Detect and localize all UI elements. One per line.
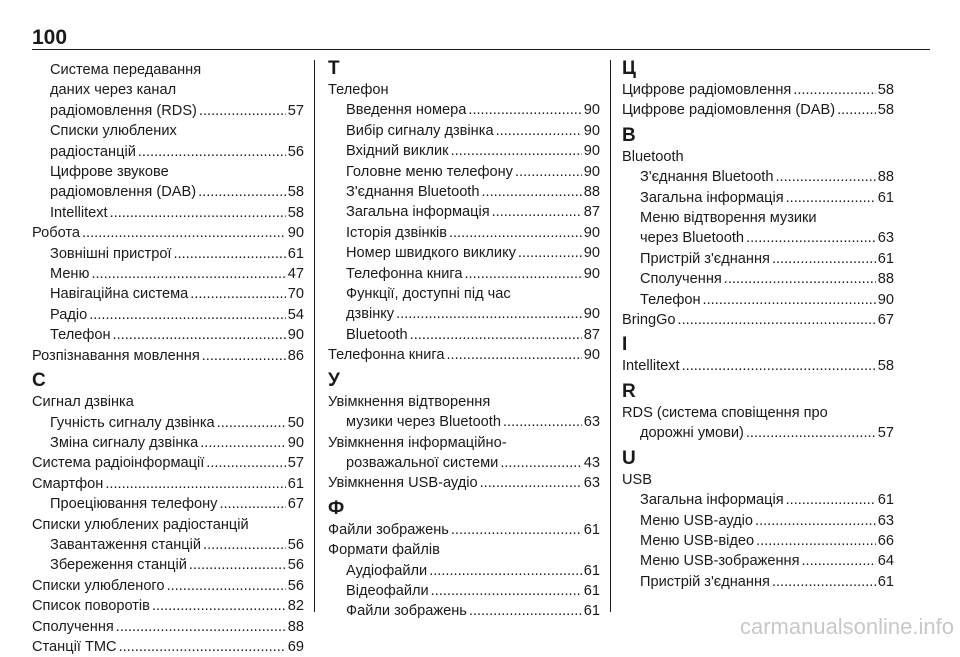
index-term: RDS (система сповіщення про — [622, 404, 828, 421]
index-entry — [32, 305, 304, 325]
dot-leader — [431, 581, 582, 601]
index-term: Списки улюблених — [50, 123, 177, 140]
index-entry — [328, 412, 600, 432]
dot-leader — [492, 202, 582, 222]
index-term: Система передавання — [50, 62, 202, 78]
index-entry — [622, 572, 894, 592]
index-entry-page: 90 — [287, 327, 304, 344]
index-entry-label: Смартфон — [32, 475, 104, 492]
index-entry-page: 67 — [287, 496, 304, 513]
index-entry-label: Меню USB-зображення — [640, 553, 800, 570]
index-entry-label: Навігаційна система — [50, 286, 189, 303]
index-entry — [32, 244, 304, 264]
index-entry-page: 90 — [583, 306, 600, 323]
index-entry-label: Списки улюбленого — [32, 577, 165, 594]
index-entry-page: 90 — [583, 122, 600, 139]
dot-leader — [500, 453, 581, 473]
index-entry-label: Завантаження станцій — [50, 536, 202, 553]
index-entry-label: Зміна сигналу дзвінка — [50, 434, 199, 451]
index-entry-label: радіомовлення (RDS) — [50, 102, 197, 119]
index-entry — [32, 576, 304, 596]
index-entry-page: 67 — [877, 312, 894, 329]
index-entry-page: 61 — [583, 582, 600, 599]
index-entry-label: Загальна інформація — [346, 204, 490, 221]
index-entry-page: 88 — [287, 618, 304, 635]
index-entry-page: 61 — [583, 521, 600, 538]
dot-leader — [396, 304, 582, 324]
index-entry-page: 90 — [583, 265, 600, 282]
index-entry — [32, 284, 304, 304]
index-entry-label: Загальна інформація — [640, 189, 784, 206]
index-entry-label: Bluetooth — [346, 326, 408, 343]
index-entry-page: 86 — [287, 347, 304, 364]
index-entry — [32, 325, 304, 345]
dot-leader — [786, 188, 876, 208]
index-entry-label: Робота — [32, 225, 80, 242]
dot-leader — [167, 576, 286, 596]
dot-leader — [802, 551, 876, 571]
dot-leader — [682, 356, 876, 376]
index-entry-label: Меню USB-відео — [640, 532, 755, 549]
index-entry — [622, 167, 894, 187]
dot-leader — [429, 561, 582, 581]
index-entry — [622, 290, 894, 310]
index-entry-page: 61 — [583, 562, 600, 579]
index-term: USB — [622, 471, 653, 488]
index-entry-page: 57 — [287, 455, 304, 472]
index-entry-page: 58 — [287, 184, 304, 201]
column-divider — [610, 60, 611, 612]
dot-leader — [772, 572, 876, 592]
index-entry — [622, 531, 894, 551]
index-entry-label: Цифрове радіомовлення (DAB) — [622, 102, 836, 119]
index-entry-page: 43 — [583, 454, 600, 471]
index-entry-label: Телефон — [50, 327, 111, 344]
index-entry — [328, 100, 600, 120]
index-entry-label: З'єднання Bluetooth — [346, 184, 480, 201]
dot-leader — [724, 269, 876, 289]
index-entry — [622, 356, 894, 376]
dot-leader — [202, 346, 286, 366]
index-term: Телефон — [328, 82, 389, 98]
dot-leader — [465, 264, 582, 284]
dot-leader — [786, 490, 876, 510]
index-entry-label: Файли зображень — [328, 521, 449, 538]
index-entry — [622, 100, 894, 120]
index-entry — [32, 637, 304, 657]
index-entry-label: Головне меню телефону — [346, 163, 513, 180]
index-entry — [32, 101, 304, 121]
index-entry-page: 50 — [287, 414, 304, 431]
index-entry-page: 61 — [877, 189, 894, 206]
index-entry-page: 63 — [583, 414, 600, 431]
index-term: Формати файлів — [328, 542, 440, 559]
index-entry — [622, 80, 894, 100]
index-entry-label: Увімкнення USB-аудіо — [328, 475, 478, 492]
index-entry-label: Телефонна книга — [328, 347, 445, 364]
index-entry-page: 88 — [877, 271, 894, 288]
index-entry-label: Пристрій з'єднання — [640, 573, 770, 590]
index-entry-page: 90 — [583, 245, 600, 262]
index-entry — [328, 202, 600, 222]
index-entry-label: музики через Bluetooth — [346, 414, 501, 431]
dot-leader — [199, 101, 286, 121]
dot-leader — [480, 473, 582, 493]
index-entry-label: Список поворотів — [32, 598, 150, 615]
index-entry — [622, 490, 894, 510]
index-entry — [32, 223, 304, 243]
index-entry-page: 56 — [287, 536, 304, 553]
index-entry-label: Зовнішні пристрої — [50, 245, 172, 262]
index-entry-page: 56 — [287, 557, 304, 574]
index-entry-label: Проеціювання телефону — [50, 496, 218, 513]
index-entry-page: 70 — [287, 286, 304, 303]
index-letter-heading: С — [32, 370, 46, 392]
index-entry — [32, 142, 304, 162]
index-letter-heading: R — [622, 380, 636, 402]
index-entry-label: Аудіофайли — [346, 562, 428, 579]
index-entry-label: Відеофайли — [346, 582, 429, 599]
index-entry-page: 63 — [877, 512, 894, 529]
index-entry — [328, 182, 600, 202]
index-entry-label: Історія дзвінків — [346, 224, 447, 241]
index-entry-page: 57 — [287, 102, 304, 119]
index-entry-page: 90 — [877, 291, 894, 308]
index-entry-label: дорожні умови) — [640, 425, 744, 442]
index-entry-label: Вибір сигналу дзвінка — [346, 122, 494, 139]
index-entry-page: 69 — [287, 638, 304, 655]
index-entry-label: Сполучення — [640, 271, 722, 288]
dot-leader — [110, 203, 286, 223]
dot-leader — [449, 223, 582, 243]
index-entry-page: 90 — [583, 347, 600, 364]
dot-leader — [503, 412, 582, 432]
dot-leader — [793, 80, 875, 100]
dot-leader — [746, 228, 876, 248]
index-entry-label: Станції TMC — [32, 638, 117, 655]
index-term: даних через канал — [50, 82, 177, 99]
index-entry-label: З'єднання Bluetooth — [640, 169, 774, 186]
index-entry-label: радіостанцій — [50, 143, 136, 160]
page-number: 100 — [32, 26, 68, 49]
index-column-1 — [32, 60, 304, 657]
dot-leader — [119, 637, 286, 657]
index-entry-label: радіомовлення (DAB) — [50, 184, 197, 201]
dot-leader — [200, 433, 286, 453]
index-entry — [328, 601, 600, 621]
index-entry-page: 88 — [583, 184, 600, 201]
index-letter-heading: I — [622, 334, 628, 356]
index-entry-page: 88 — [877, 169, 894, 186]
index-entry-label: Розпізнавання мовлення — [32, 347, 200, 364]
index-entry — [328, 520, 600, 540]
dot-leader — [189, 555, 286, 575]
dot-leader — [219, 494, 285, 514]
dot-leader — [496, 121, 582, 141]
dot-leader — [451, 141, 582, 161]
index-entry — [622, 423, 894, 443]
index-entry — [32, 453, 304, 473]
index-entry-label: Гучність сигналу дзвінка — [50, 414, 215, 431]
index-term: Меню відтворення музики — [640, 210, 817, 227]
index-letter-heading: U — [622, 447, 636, 469]
index-entry-page: 90 — [583, 102, 600, 119]
index-entry-label: Пристрій з'єднання — [640, 250, 770, 267]
index-entry-page: 61 — [877, 492, 894, 509]
index-entry — [328, 243, 600, 263]
watermark: carmanualsonline.info — [739, 614, 954, 639]
index-entry — [328, 345, 600, 365]
dot-leader — [451, 520, 582, 540]
index-entry — [32, 264, 304, 284]
index-entry-label: Файли зображень — [346, 603, 467, 620]
index-entry-label: Радіо — [50, 306, 88, 323]
dot-leader — [746, 423, 876, 443]
dot-leader — [89, 305, 286, 325]
dot-leader — [138, 142, 286, 162]
index-entry — [32, 203, 304, 223]
index-entry — [622, 249, 894, 269]
header-rule — [32, 49, 930, 50]
index-entry-page: 61 — [877, 250, 894, 267]
dot-leader — [203, 535, 286, 555]
index-entry-page: 90 — [583, 143, 600, 160]
index-entry-page: 61 — [583, 603, 600, 620]
dot-leader — [174, 244, 286, 264]
index-entry-label: розважальної системи — [346, 454, 499, 471]
index-entry — [328, 264, 600, 284]
index-entry — [328, 453, 600, 473]
index-entry — [622, 228, 894, 248]
index-entry-page: 82 — [287, 598, 304, 615]
index-entry-page: 63 — [583, 475, 600, 492]
index-entry-label: Intellitext — [50, 204, 108, 221]
dot-leader — [198, 182, 286, 202]
index-letter-heading: B — [622, 124, 636, 146]
dot-leader — [217, 413, 286, 433]
index-entry-page: 56 — [287, 577, 304, 594]
index-entry-page: 90 — [583, 163, 600, 180]
index-entry-label: Телефон — [640, 291, 701, 308]
index-term: Функції, доступні під час — [346, 286, 511, 303]
index-entry — [328, 141, 600, 161]
index-term: Увімкнення інформаційно- — [328, 434, 507, 451]
dot-leader — [518, 243, 582, 263]
dot-leader — [91, 264, 285, 284]
index-entry-label: Меню — [50, 266, 90, 283]
index-entry — [32, 433, 304, 453]
index-entry — [32, 413, 304, 433]
index-entry — [622, 310, 894, 330]
dot-leader — [82, 223, 286, 243]
dot-leader — [113, 325, 286, 345]
index-entry — [32, 535, 304, 555]
dot-leader — [206, 453, 285, 473]
dot-leader — [190, 284, 285, 304]
index-entry-label: Введення номера — [346, 102, 467, 119]
index-letter-heading: Ц — [622, 58, 636, 79]
index-entry-label: дзвінку — [346, 306, 395, 323]
index-entry-page: 61 — [287, 245, 304, 262]
index-entry — [32, 555, 304, 575]
index-entry — [328, 223, 600, 243]
index-entry-label: Телефонна книга — [346, 265, 463, 282]
index-column-2 — [328, 60, 600, 622]
index-entry-page: 58 — [877, 102, 894, 119]
index-entry — [328, 473, 600, 493]
index-entry-label: BringGo — [622, 312, 676, 329]
dot-leader — [772, 249, 876, 269]
dot-leader — [515, 162, 582, 182]
index-entry — [622, 269, 894, 289]
index-entry — [32, 474, 304, 494]
index-entry-page: 56 — [287, 143, 304, 160]
dot-leader — [755, 511, 876, 531]
dot-leader — [116, 617, 286, 637]
dot-leader — [703, 290, 876, 310]
index-entry-label: Вхідний виклик — [346, 143, 449, 160]
dot-leader — [678, 310, 876, 330]
index-entry-page: 90 — [583, 224, 600, 241]
index-entry-page: 58 — [877, 82, 894, 98]
index-term: Bluetooth — [622, 148, 684, 165]
index-entry-page: 61 — [877, 573, 894, 590]
column-divider — [314, 60, 315, 612]
index-letter-heading: У — [328, 369, 340, 391]
index-entry-label: через Bluetooth — [640, 230, 745, 247]
index-term: Сигнал дзвінка — [32, 394, 134, 411]
index-entry — [622, 188, 894, 208]
index-entry — [328, 325, 600, 345]
index-entry-page: 66 — [877, 532, 894, 549]
index-entry-label: Меню USB-аудіо — [640, 512, 754, 529]
index-entry-page: 87 — [583, 326, 600, 343]
index-entry — [32, 494, 304, 514]
dot-leader — [481, 182, 581, 202]
index-entry-label: Збереження станцій — [50, 557, 187, 574]
index-entry-label: Цифрове радіомовлення — [622, 82, 792, 98]
index-entry — [328, 561, 600, 581]
dot-leader — [105, 474, 285, 494]
dot-leader — [410, 325, 582, 345]
index-entry-label: Загальна інформація — [640, 492, 784, 509]
dot-leader — [468, 100, 581, 120]
dot-leader — [775, 167, 875, 187]
index-letter-heading: Т — [328, 58, 340, 79]
index-entry — [328, 304, 600, 324]
index-entry — [32, 346, 304, 366]
index-entry — [32, 596, 304, 616]
index-entry-page: 58 — [287, 204, 304, 221]
index-entry-page: 87 — [583, 204, 600, 221]
index-entry — [622, 551, 894, 571]
index-entry-page: 58 — [877, 358, 894, 375]
index-term: Цифрове звукове — [50, 164, 169, 181]
index-entry-page: 64 — [877, 553, 894, 570]
index-entry-label: Номер швидкого виклику — [346, 245, 516, 262]
index-entry-label: Сполучення — [32, 618, 114, 635]
index-entry-label: Система радіоінформації — [32, 455, 205, 472]
index-entry-label: Intellitext — [622, 358, 680, 375]
index-column-3 — [622, 60, 894, 592]
index-entry — [328, 581, 600, 601]
dot-leader — [447, 345, 582, 365]
dot-leader — [756, 531, 876, 551]
index-entry — [32, 617, 304, 637]
index-term: Увімкнення відтворення — [328, 393, 491, 410]
dot-leader — [837, 100, 876, 120]
index-entry-page: 90 — [287, 434, 304, 451]
index-entry-page: 61 — [287, 475, 304, 492]
dot-leader — [469, 601, 582, 621]
index-term: Списки улюблених радіостанцій — [32, 516, 249, 533]
index-entry — [622, 511, 894, 531]
index-entry-page: 90 — [287, 225, 304, 242]
dot-leader — [152, 596, 286, 616]
index-entry — [328, 162, 600, 182]
index-entry-page: 47 — [287, 266, 304, 283]
index-letter-heading: Ф — [328, 497, 345, 519]
index-entry — [328, 121, 600, 141]
index-entry-page: 57 — [877, 425, 894, 442]
index-entry-page: 63 — [877, 230, 894, 247]
index-entry-page: 54 — [287, 306, 304, 323]
index-entry — [32, 182, 304, 202]
